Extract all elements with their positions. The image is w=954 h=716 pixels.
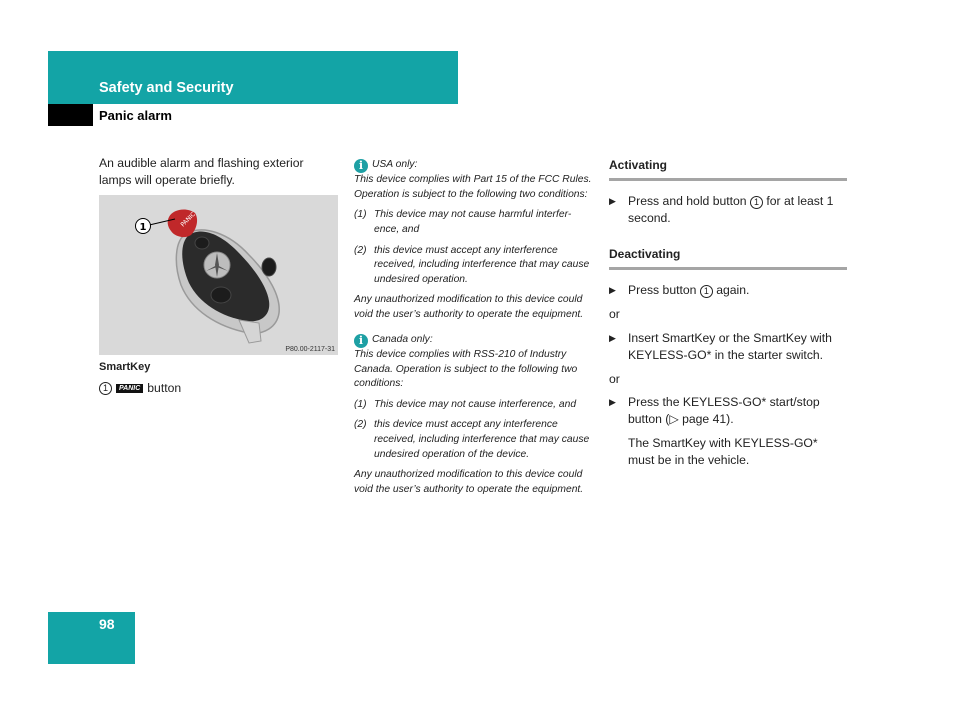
svg-text:PANIC: PANIC (179, 210, 197, 229)
canada-note: Any unauthorized modification to this device could void the user’s authority to operate the equipment. (354, 469, 584, 495)
figure-caption: SmartKey (99, 361, 151, 373)
button-number: 1 (750, 196, 763, 209)
or-separator: or (609, 371, 620, 386)
deactivating-note: The SmartKey with KEYLESS-GO* must be in the vehicle. (628, 435, 818, 467)
usa-note: Any unauthorized modification to this device could void the user’s authority to operate the equipment. (354, 294, 584, 321)
activating-step: ▶ Press and hold button 1 for at least 1 second. (609, 193, 834, 225)
usa-label: USA only: (372, 159, 418, 170)
page-number-box (48, 612, 135, 664)
regulatory-notes (354, 158, 594, 497)
arrow-icon: ▶ (609, 195, 616, 206)
panic-badge: PANIC (116, 384, 143, 393)
instructions (609, 157, 847, 469)
subsection-marker (48, 104, 93, 126)
legend-text: button (147, 381, 182, 395)
smartkey-figure (99, 195, 338, 355)
subsection-title: Panic alarm (99, 108, 172, 123)
header-bar (48, 51, 458, 104)
usa-text: This device complies with Part 15 of the FCC Rules. Operation is subject to the following two conditions: (354, 174, 592, 200)
canada-condition-1: (1) This device may not cause interference, and (354, 398, 577, 410)
arrow-icon: ▶ (609, 397, 616, 408)
figure-code: P80.00-2117-31 (285, 346, 335, 353)
deactivating-step-2: ▶ Insert SmartKey or the SmartKey with KEYLESS-GO* in the starter switch. (609, 330, 832, 362)
deactivating-step-1: ▶ Press button 1 again. (609, 283, 750, 298)
page-number: 98 (99, 616, 115, 632)
figure-callout-1: 1 (139, 222, 147, 233)
button-number: 1 (700, 285, 713, 298)
usa-condition-1: (1) This device may not cause harmful interfer-ence, and (354, 209, 572, 236)
section-title: Safety and Security (99, 80, 234, 96)
arrow-icon: ▶ (609, 332, 616, 343)
arrow-icon: ▶ (609, 285, 616, 296)
canada-text: This device complies with RSS-210 of Industry Canada. Operation is subject to the following two conditions: (354, 348, 578, 390)
legend-number: 1 (99, 382, 112, 395)
usa-condition-2: (2) this device must accept any interference received, including interference that may cause undesired operation. (354, 244, 590, 285)
activating-heading: Activating (609, 157, 847, 181)
info-icon: i (354, 159, 368, 173)
intro-text: An audible alarm and flashing exterior lamps will operate briefly. (99, 156, 304, 187)
canada-label: Canada only: (372, 333, 433, 345)
or-separator: or (609, 307, 620, 322)
canada-condition-2: (2) this device must accept any interference received, including interference that may cause undesired operation of the device. (354, 419, 590, 460)
info-icon: i (354, 334, 368, 348)
figure-legend (99, 381, 181, 395)
smartkey-illustration (99, 195, 338, 355)
deactivating-heading: Deactivating (609, 246, 847, 270)
deactivating-step-3: ▶ Press the KEYLESS-GO* start/stop button (▷ page 41). (609, 395, 820, 427)
